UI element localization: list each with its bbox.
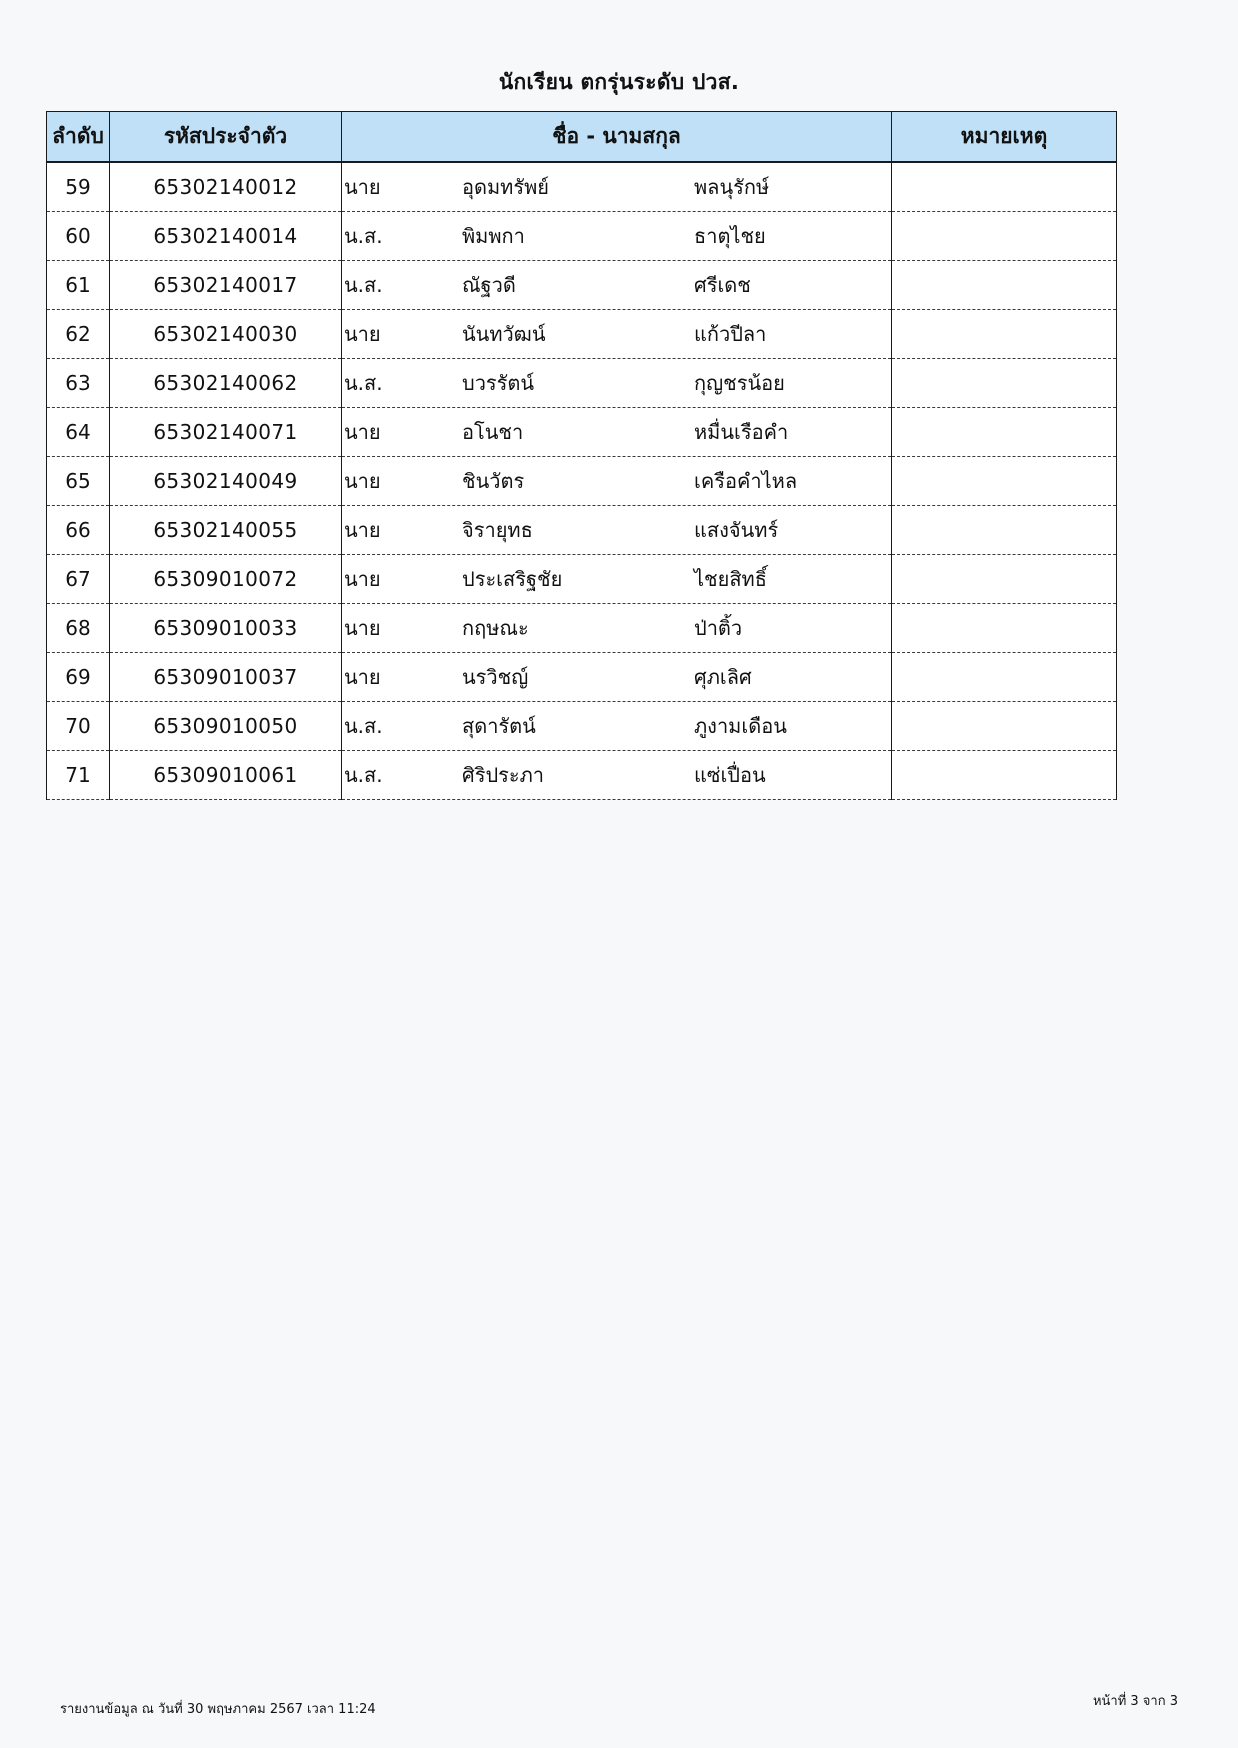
cell-student-id: 65309010037 [110, 653, 342, 702]
cell-seq: 62 [47, 310, 110, 359]
cell-note [892, 408, 1117, 457]
cell-seq: 71 [47, 751, 110, 800]
cell-note [892, 653, 1117, 702]
page-title: นักเรียน ตกรุ่นระดับ ปวส. [498, 70, 740, 94]
cell-note [892, 604, 1117, 653]
table-row [47, 506, 1117, 555]
cell-student-id: 65302140071 [110, 408, 342, 457]
table-row [47, 310, 1117, 359]
cell-seq: 66 [47, 506, 110, 555]
cell-name [342, 212, 892, 261]
first-name: สุดารัตน์ [462, 714, 536, 738]
cell-note [892, 310, 1117, 359]
cell-name [342, 310, 892, 359]
name-prefix: น.ส. [344, 273, 383, 297]
name-prefix: น.ส. [344, 763, 383, 787]
cell-name [342, 408, 892, 457]
cell-name [342, 162, 892, 212]
cell-seq: 59 [47, 162, 110, 212]
last-name: ไชยสิทธิ์ [694, 567, 767, 591]
first-name: กฤษณะ [462, 616, 529, 640]
cell-note [892, 702, 1117, 751]
cell-student-id: 65309010072 [110, 555, 342, 604]
student-table [46, 111, 1117, 800]
cell-seq: 68 [47, 604, 110, 653]
cell-student-id: 65302140017 [110, 261, 342, 310]
last-name: ธาตุไชย [694, 224, 766, 248]
last-name: เครือคำไหล [694, 469, 798, 493]
cell-student-id: 65309010033 [110, 604, 342, 653]
cell-student-id: 65302140049 [110, 457, 342, 506]
cell-student-id: 65309010050 [110, 702, 342, 751]
cell-name [342, 555, 892, 604]
cell-note [892, 506, 1117, 555]
cell-name [342, 751, 892, 800]
cell-name [342, 261, 892, 310]
cell-seq: 61 [47, 261, 110, 310]
first-name: นรวิชญ์ [462, 665, 529, 689]
cell-note [892, 457, 1117, 506]
header-note: หมายเหตุ [892, 112, 1117, 163]
cell-note [892, 359, 1117, 408]
first-name: อโนชา [462, 420, 524, 444]
cell-name [342, 702, 892, 751]
name-prefix: นาย [344, 322, 381, 346]
header-student-id: รหัสประจำตัว [110, 112, 342, 163]
last-name: แสงจันทร์ [694, 518, 779, 542]
cell-note [892, 555, 1117, 604]
name-prefix: น.ส. [344, 224, 383, 248]
table-row [47, 408, 1117, 457]
cell-seq: 67 [47, 555, 110, 604]
cell-seq: 64 [47, 408, 110, 457]
cell-student-id: 65302140055 [110, 506, 342, 555]
name-prefix: นาย [344, 175, 381, 199]
cell-note [892, 751, 1117, 800]
header-seq: ลำดับ [47, 112, 110, 163]
report-timestamp: รายงานข้อมูล ณ วันที่ 30 พฤษภาคม 2567 เวลา 11:24 [60, 1702, 376, 1717]
table-row [47, 261, 1117, 310]
cell-student-id: 65302140030 [110, 310, 342, 359]
cell-seq: 60 [47, 212, 110, 261]
table-row [47, 702, 1117, 751]
last-name: หมื่นเรือคำ [694, 420, 789, 444]
cell-name [342, 506, 892, 555]
cell-seq: 63 [47, 359, 110, 408]
first-name: ประเสริฐชัย [462, 567, 563, 591]
cell-name [342, 604, 892, 653]
last-name: ภูงามเดือน [694, 714, 787, 738]
cell-student-id: 65302140062 [110, 359, 342, 408]
table-row [47, 604, 1117, 653]
cell-name [342, 457, 892, 506]
first-name: ชินวัตร [462, 469, 525, 493]
name-prefix: น.ส. [344, 714, 383, 738]
name-prefix: นาย [344, 616, 381, 640]
first-name: นันทวัฒน์ [462, 322, 546, 346]
last-name: พลนุรักษ์ [694, 175, 770, 199]
cell-note [892, 212, 1117, 261]
cell-note [892, 162, 1117, 212]
first-name: บวรรัตน์ [462, 371, 535, 395]
table-row [47, 359, 1117, 408]
cell-note [892, 261, 1117, 310]
table-row [47, 162, 1117, 212]
header-name: ชื่อ - นามสกุล [342, 112, 892, 163]
first-name: ณัฐวดี [462, 273, 516, 297]
cell-seq: 69 [47, 653, 110, 702]
cell-student-id: 65302140012 [110, 162, 342, 212]
last-name: ศรีเดช [694, 273, 751, 297]
last-name: ศุภเลิศ [694, 665, 752, 689]
table-row [47, 653, 1117, 702]
last-name: แซ่เปื่อน [694, 763, 766, 787]
table-row [47, 212, 1117, 261]
cell-name [342, 359, 892, 408]
name-prefix: นาย [344, 567, 381, 591]
last-name: แก้วปีลา [694, 322, 767, 346]
first-name: จิรายุทธ [462, 518, 533, 542]
first-name: อุดมทรัพย์ [462, 175, 550, 199]
name-prefix: นาย [344, 420, 381, 444]
cell-student-id: 65309010061 [110, 751, 342, 800]
last-name: กุญชรน้อย [694, 371, 785, 395]
table-row [47, 555, 1117, 604]
table-row [47, 457, 1117, 506]
page-number: หน้าที่ 3 จาก 3 [1092, 1694, 1178, 1709]
name-prefix: น.ส. [344, 371, 383, 395]
cell-seq: 65 [47, 457, 110, 506]
table-body [47, 162, 1117, 800]
name-prefix: นาย [344, 665, 381, 689]
first-name: พิมพกา [462, 224, 525, 248]
last-name: ป่าติ้ว [694, 616, 743, 640]
name-prefix: นาย [344, 518, 381, 542]
table-header-row [47, 112, 1117, 163]
cell-student-id: 65302140014 [110, 212, 342, 261]
first-name: ศิริประภา [462, 763, 545, 787]
cell-name [342, 653, 892, 702]
cell-seq: 70 [47, 702, 110, 751]
table-row [47, 751, 1117, 800]
name-prefix: นาย [344, 469, 381, 493]
